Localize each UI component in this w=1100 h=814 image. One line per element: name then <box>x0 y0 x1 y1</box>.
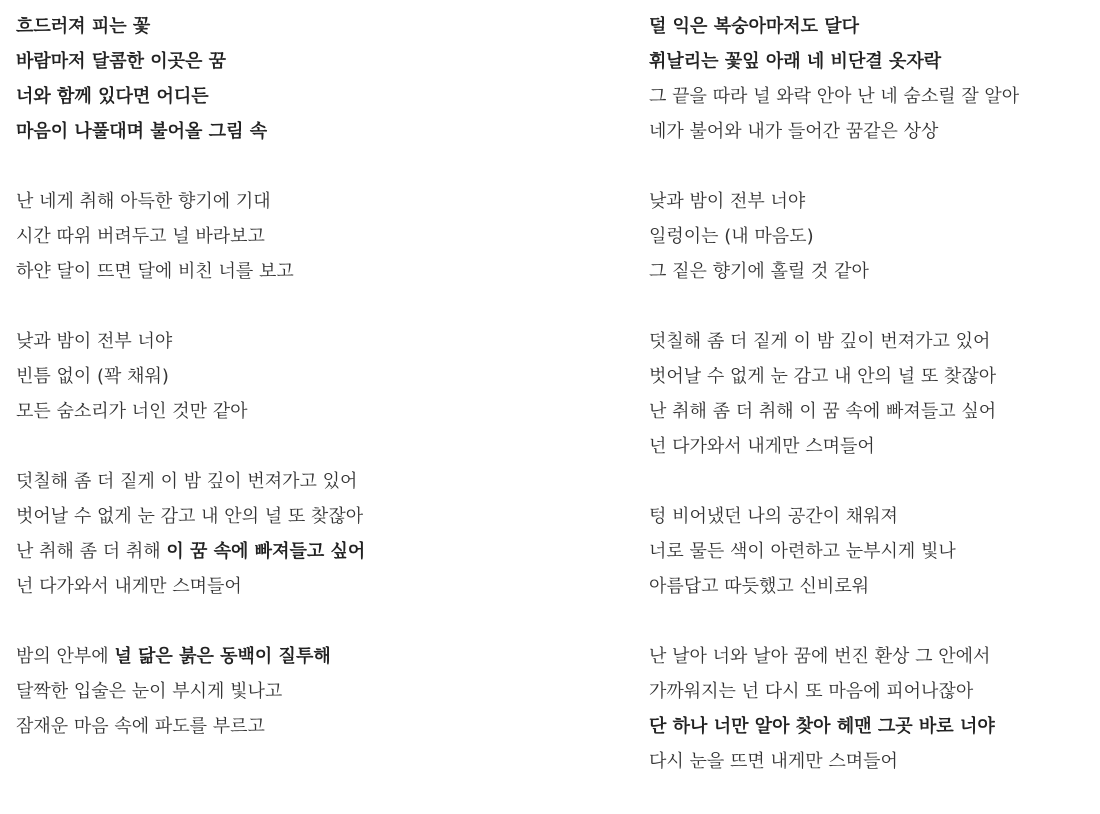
lyric-text: 텅 비어냈던 나의 공간이 채워져 <box>649 506 898 527</box>
lyric-line <box>649 114 1100 149</box>
lyric-text: 넌 다가와서 내게만 스며들어 <box>649 436 875 457</box>
lyric-text: 낮과 밤이 전부 너야 <box>649 191 806 212</box>
lyric-stanza <box>649 9 1100 149</box>
lyric-stanza <box>649 639 1100 779</box>
lyric-stanza <box>16 324 476 429</box>
lyric-stanza <box>649 499 1100 604</box>
lyric-text-bold: 마음이 나풀대며 불어올 그림 속 <box>16 121 268 142</box>
lyric-line <box>16 499 476 534</box>
lyric-line <box>16 114 476 149</box>
lyric-text-bold: 휘날리는 꽃잎 아래 네 비단결 옷자락 <box>649 51 942 72</box>
lyric-text-bold: 단 하나 너만 알아 찾아 헤맨 그곳 바로 너야 <box>649 716 995 737</box>
lyric-line <box>16 254 476 289</box>
lyric-text: 낮과 밤이 전부 너야 <box>16 331 173 352</box>
lyric-line <box>16 44 476 79</box>
lyric-text-bold: 흐드러져 피는 꽃 <box>16 16 151 37</box>
lyric-stanza <box>16 464 476 604</box>
lyric-text: 난 네게 취해 아득한 향기에 기대 <box>16 191 271 212</box>
lyric-line <box>16 79 476 114</box>
lyric-text: 밤의 안부에 <box>16 646 115 667</box>
lyric-line <box>16 674 476 709</box>
lyric-text-bold: 이 꿈 속에 빠져들고 싶어 <box>166 541 366 562</box>
lyric-text: 네가 불어와 내가 들어간 꿈같은 상상 <box>649 121 939 142</box>
lyric-line <box>649 44 1100 79</box>
lyric-line <box>649 534 1100 569</box>
lyric-line <box>649 184 1100 219</box>
lyric-stanza <box>16 184 476 289</box>
lyric-text-bold: 덜 익은 복숭아마저도 달다 <box>649 16 860 37</box>
lyric-text: 난 취해 좀 더 취해 이 꿈 속에 빠져들고 싶어 <box>649 401 997 422</box>
lyric-line <box>649 569 1100 604</box>
lyric-text: 난 날아 너와 날아 꿈에 번진 환상 그 안에서 <box>649 646 991 667</box>
lyric-stanza <box>16 9 476 149</box>
lyric-text: 다시 눈을 뜨면 내게만 스며들어 <box>649 751 898 772</box>
lyric-text: 벗어날 수 없게 눈 감고 내 안의 널 또 찾잖아 <box>16 506 364 527</box>
lyric-text: 덧칠해 좀 더 짙게 이 밤 깊이 번져가고 있어 <box>649 331 991 352</box>
lyric-line <box>16 359 476 394</box>
lyric-text: 벗어날 수 없게 눈 감고 내 안의 널 또 찾잖아 <box>649 366 997 387</box>
lyric-text: 빈틈 없이 (꽉 채워) <box>16 366 169 387</box>
lyric-text: 달짝한 입술은 눈이 부시게 빛나고 <box>16 681 283 702</box>
lyric-line <box>649 744 1100 779</box>
lyric-line <box>16 219 476 254</box>
lyric-line <box>16 639 476 674</box>
lyric-stanza <box>649 184 1100 289</box>
lyric-line <box>16 9 476 44</box>
lyric-text: 가까워지는 넌 다시 또 마음에 피어나잖아 <box>649 681 974 702</box>
lyrics-column-right <box>649 9 1100 814</box>
lyric-text: 넌 다가와서 내게만 스며들어 <box>16 576 242 597</box>
lyric-line <box>649 499 1100 534</box>
lyric-line <box>649 429 1100 464</box>
lyric-text: 하얀 달이 뜨면 달에 비친 너를 보고 <box>16 261 294 282</box>
lyric-line <box>649 254 1100 289</box>
lyric-line <box>16 184 476 219</box>
lyric-stanza <box>649 324 1100 464</box>
lyric-stanza <box>16 639 476 744</box>
lyric-text: 그 짙은 향기에 홀릴 것 같아 <box>649 261 869 282</box>
lyric-text: 모든 숨소리가 너인 것만 같아 <box>16 401 248 422</box>
lyric-line <box>649 9 1100 44</box>
lyric-line <box>16 324 476 359</box>
lyric-text: 너로 물든 색이 아련하고 눈부시게 빛나 <box>649 541 956 562</box>
lyric-line <box>649 709 1100 744</box>
lyric-line <box>649 219 1100 254</box>
lyric-text: 잠재운 마음 속에 파도를 부르고 <box>16 716 265 737</box>
lyric-line <box>16 394 476 429</box>
lyric-line <box>649 79 1100 114</box>
lyric-text: 시간 따위 버려두고 널 바라보고 <box>16 226 265 247</box>
lyric-text-bold: 바람마저 달콤한 이곳은 꿈 <box>16 51 227 72</box>
lyric-line <box>649 674 1100 709</box>
lyric-line <box>649 324 1100 359</box>
lyric-text-bold: 너와 함께 있다면 어디든 <box>16 86 209 107</box>
lyric-text: 덧칠해 좀 더 짙게 이 밤 깊이 번져가고 있어 <box>16 471 358 492</box>
lyric-line <box>649 394 1100 429</box>
lyric-text-bold: 널 닮은 붉은 동백이 질투해 <box>114 646 331 667</box>
lyric-line <box>16 464 476 499</box>
lyric-line <box>16 709 476 744</box>
lyric-line <box>16 569 476 604</box>
lyric-text: 그 끝을 따라 널 와락 안아 난 네 숨소릴 잘 알아 <box>649 86 1020 107</box>
lyric-text: 난 취해 좀 더 취해 <box>16 541 167 562</box>
lyric-line <box>16 534 476 569</box>
lyric-line <box>649 359 1100 394</box>
lyric-text: 일렁이는 (내 마음도) <box>649 226 814 247</box>
lyric-line <box>649 639 1100 674</box>
lyric-text: 아름답고 따듯했고 신비로워 <box>649 576 870 597</box>
lyrics-column-left <box>16 9 476 779</box>
